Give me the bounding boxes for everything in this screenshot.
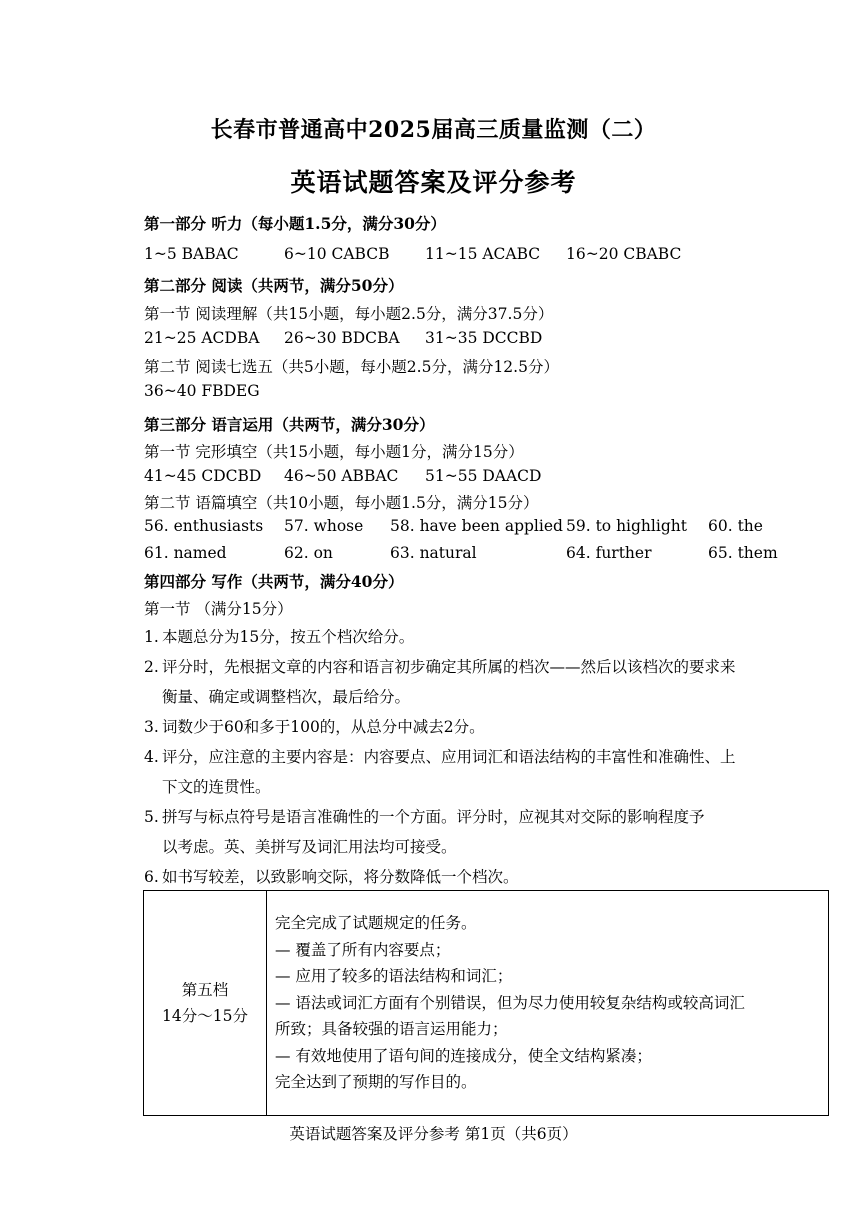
part2-answers2: 36~40 FBDEG [144, 382, 260, 400]
part2-section2-heading: 第二节 阅读七选五（共5小题，每小题2.5分，满分12.5分） [144, 358, 559, 376]
rule-text: 词数少于60和多于100的，从总分中减去2分。 [162, 718, 485, 736]
answer-group: 21~25 ACDBA [144, 329, 260, 347]
fill-answer: 63. natural [390, 544, 477, 562]
scoring-rule [144, 862, 829, 892]
grade-description-cell [267, 891, 829, 1116]
document-title: 长春市普通高中2025届高三质量监测（二） [210, 117, 657, 143]
fill-answer: 59. to highlight [566, 517, 687, 535]
fill-answer: 60. the [708, 517, 763, 535]
part1-heading: 第一部分 听力（每小题1.5分，满分30分） [144, 214, 446, 233]
grade-description-line: — 语法或词汇方面有个别错误，但为尽力使用较复杂结构或较高词汇 [275, 993, 745, 1012]
rule-text: 本题总分为15分，按五个档次给分。 [162, 628, 415, 646]
rule-text-continued: 以考虑。英、美拼写及词汇用法均可接受。 [162, 838, 457, 856]
rule-text-continued: 衡量、确定或调整档次，最后给分。 [162, 688, 411, 706]
rule-text: 评分，应注意的主要内容是：内容要点、应用词汇和语法结构的丰富性和准确性、上 [162, 748, 736, 766]
grade-level-cell [144, 891, 267, 1116]
part3-heading: 第三部分 语言运用（共两节，满分30分） [144, 415, 435, 434]
grade-description-line: — 覆盖了所有内容要点； [275, 940, 451, 959]
grade-table [143, 890, 829, 1116]
part2-heading: 第二部分 阅读（共两节，满分50分） [144, 276, 404, 295]
answer-group: 51~55 DAACD [425, 467, 542, 485]
grade-level-name: 第五档 [181, 981, 229, 999]
fill-answer: 65. them [708, 544, 778, 562]
answer-group: 6~10 CABCB [284, 245, 390, 263]
part4-section1-heading: 第一节 （满分15分） [144, 600, 293, 618]
grade-description-line: — 有效地使用了语句间的连接成分，使全文结构紧凑； [275, 1046, 652, 1065]
table-row [144, 891, 829, 1116]
rule-text: 拼写与标点符号是语言准确性的一个方面。评分时，应视其对交际的影响程度予 [162, 808, 705, 826]
grade-level-score: 14分～15分 [162, 1007, 248, 1025]
grade-description-line: 完全达到了预期的写作目的。 [275, 1073, 477, 1092]
page-footer: 英语试题答案及评分参考 第1页（共6页） [289, 1125, 578, 1143]
rule-number: 3. [144, 718, 159, 736]
rule-number: 1. [144, 628, 159, 646]
fill-answer: 64. further [566, 544, 652, 562]
rule-number: 4. [144, 748, 159, 766]
scoring-rule [144, 802, 829, 862]
grade-description-line: 完全完成了试题规定的任务。 [275, 914, 477, 933]
answer-group: 1~5 BABAC [144, 245, 239, 263]
answer-group: 26~30 BDCBA [284, 329, 400, 347]
grade-description-line: — 应用了较多的语法结构和词汇； [275, 967, 513, 986]
part3-section1-heading: 第一节 完形填空（共15小题，每小题1分，满分15分） [144, 443, 524, 461]
answer-group: 46~50 ABBAC [284, 467, 399, 485]
answer-group: 16~20 CBABC [566, 245, 682, 263]
document-subtitle: 英语试题答案及评分参考 [290, 168, 577, 197]
answer-group: 31~35 DCCBD [425, 329, 543, 347]
fill-answer: 57. whose [284, 517, 364, 535]
answer-group: 41~45 CDCBD [144, 467, 262, 485]
rule-number: 2. [144, 658, 159, 676]
answer-group: 11~15 ACABC [425, 245, 541, 263]
rule-number: 6. [144, 868, 159, 886]
part4-heading: 第四部分 写作（共两节，满分40分） [144, 572, 404, 591]
grade-description-line: 所致；具备较强的语言运用能力； [275, 1020, 508, 1039]
rule-text: 如书写较差，以致影响交际，将分数降低一个档次。 [162, 868, 519, 886]
part3-section2-heading: 第二节 语篇填空（共10小题，每小题1.5分，满分15分） [144, 494, 539, 512]
scoring-rule [144, 652, 829, 712]
scoring-rule [144, 742, 829, 802]
rule-text-continued: 下文的连贯性。 [162, 778, 271, 796]
fill-answer: 62. on [284, 544, 333, 562]
fill-answer: 61. named [144, 544, 227, 562]
fill-answer: 56. enthusiasts [144, 517, 264, 535]
rule-number: 5. [144, 808, 159, 826]
scoring-rule [144, 712, 829, 742]
fill-answer: 58. have been applied [390, 517, 563, 535]
rule-text: 评分时，先根据文章的内容和语言初步确定其所属的档次——然后以该档次的要求来 [162, 658, 736, 676]
part2-section1-heading: 第一节 阅读理解（共15小题，每小题2.5分，满分37.5分） [144, 305, 554, 323]
scoring-rule [144, 622, 829, 652]
